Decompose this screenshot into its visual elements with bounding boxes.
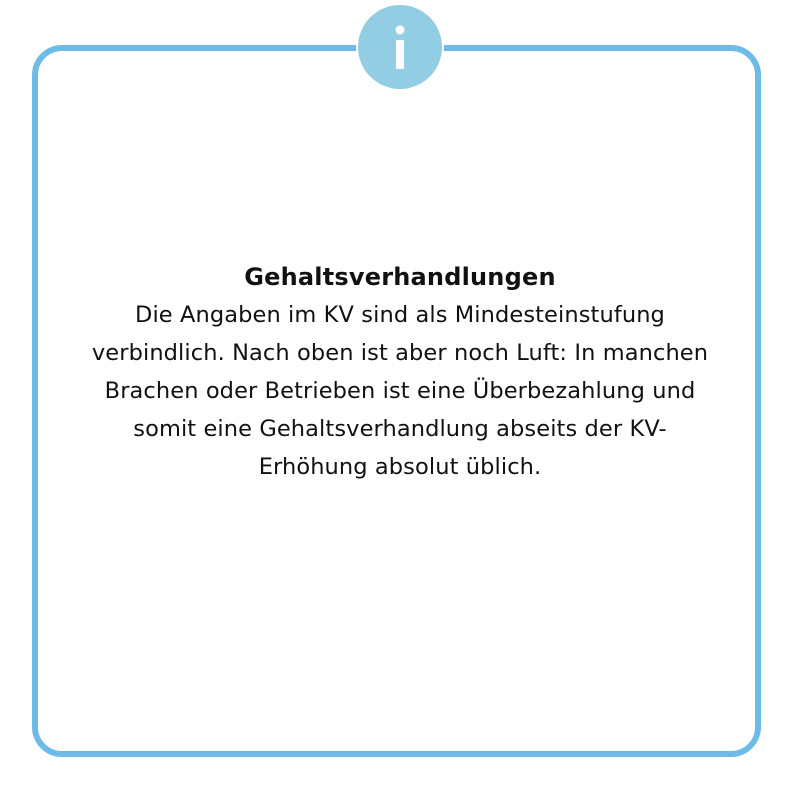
card-content (50, 258, 750, 486)
info-icon (356, 3, 444, 91)
info-badge (356, 3, 444, 91)
body-line: Erhöhung absolut üblich. (258, 454, 542, 480)
card-title: Gehaltsverhandlungen (244, 263, 556, 291)
card-body (50, 296, 750, 486)
body-line: Brachen oder Betrieben ist eine Überbezahlung und (104, 378, 696, 404)
body-line: somit eine Gehaltsverhandlung abseits der KV- (133, 416, 667, 442)
body-line: Die Angaben im KV sind als Mindesteinstufung (135, 302, 665, 328)
body-line: verbindlich. Nach oben ist aber noch Luft: In manchen (91, 340, 709, 366)
